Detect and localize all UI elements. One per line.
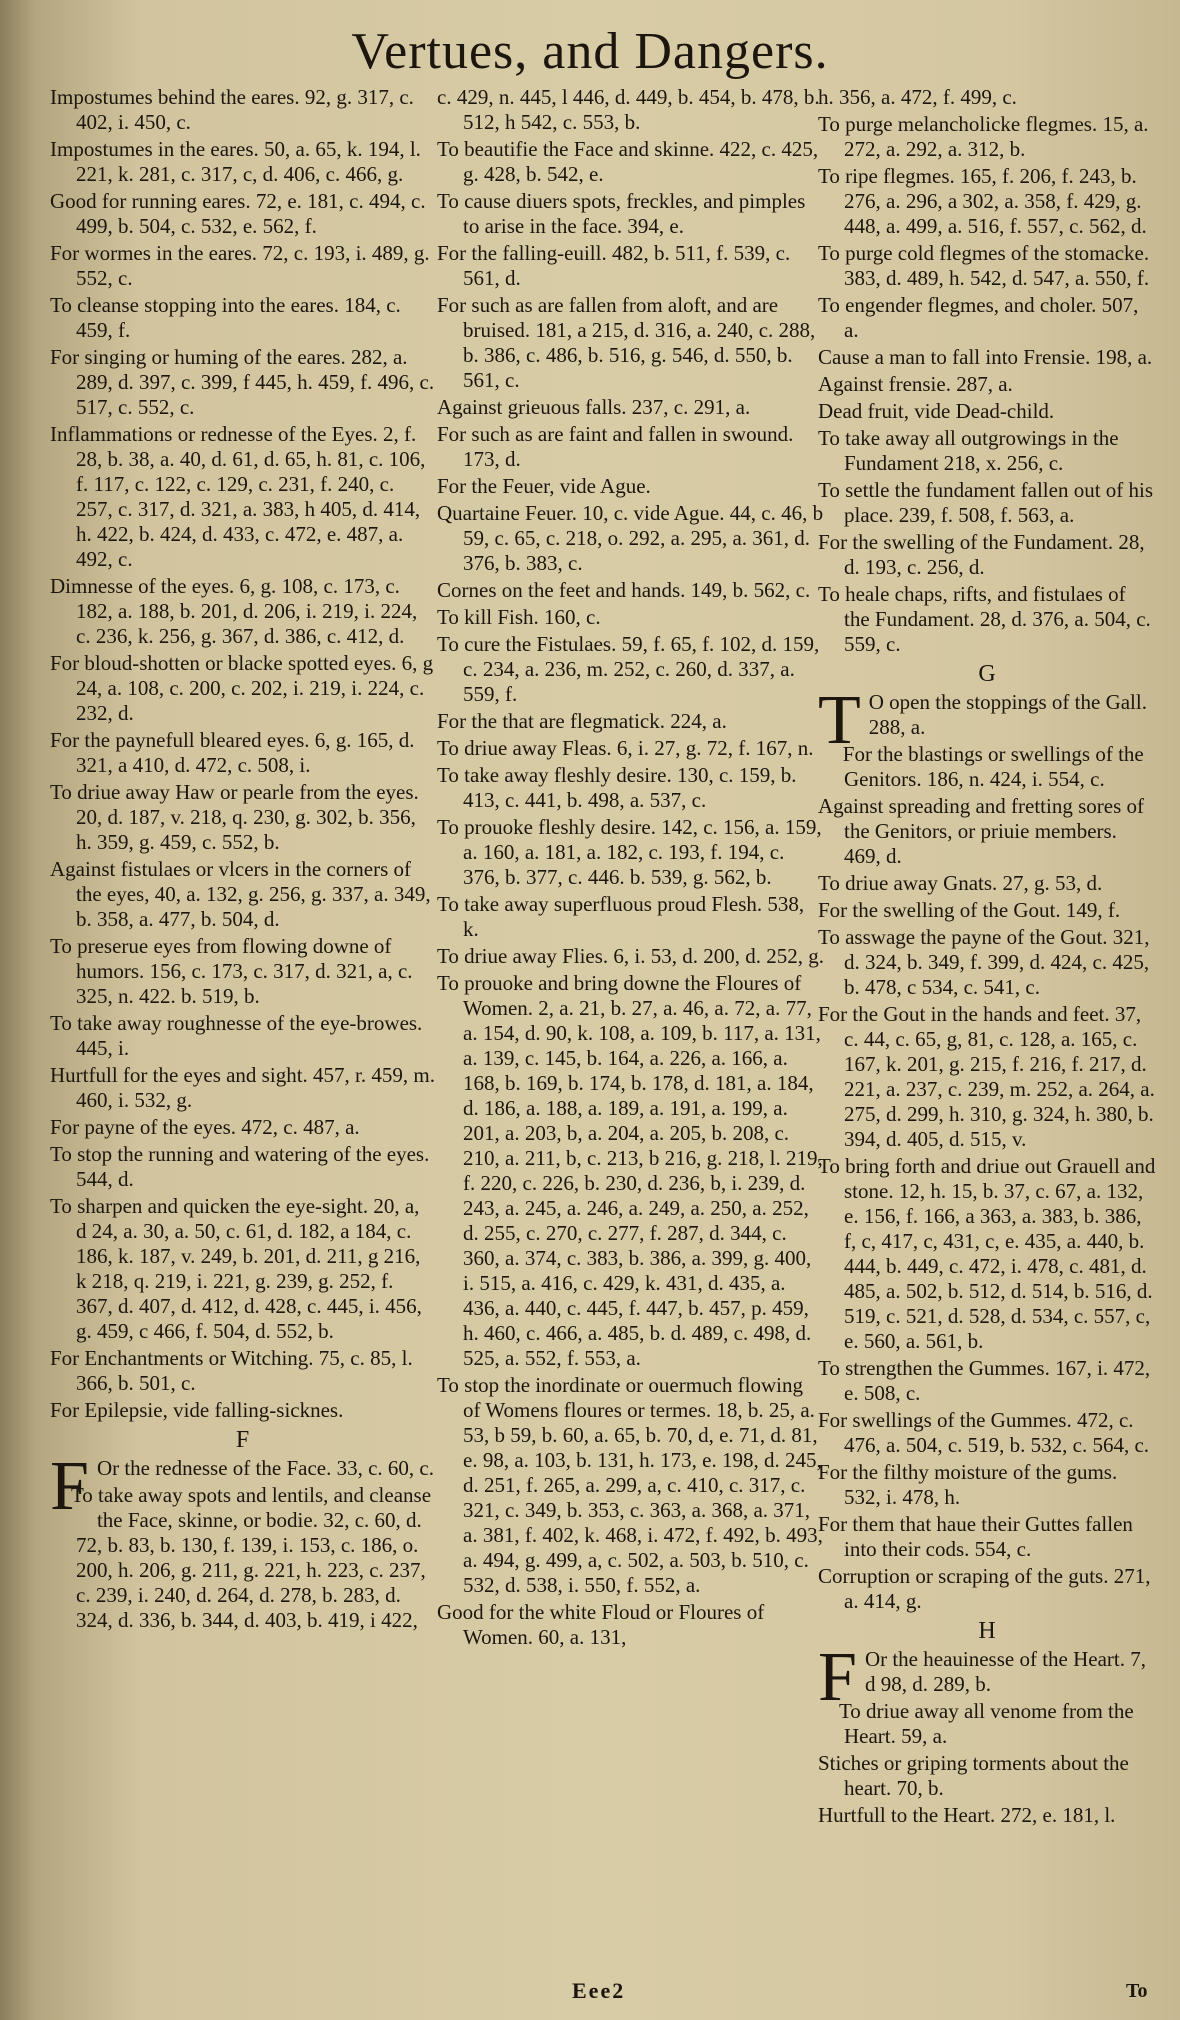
catchword: To (1126, 1980, 1148, 2002)
section-letter: F (235, 1427, 250, 1453)
index-entry: For the swelling of the Gout. 149, f. (818, 898, 1121, 922)
index-entry: For swellings of the Gummes. 472, c. 476, a. 504, c. 519, b. 532, c. 564, c. (818, 1408, 1150, 1457)
index-entry: To settle the fundament fallen out of his place. 239, f. 508, f. 563, a. (818, 478, 1154, 527)
index-entry: For them that haue their Guttes fallen into their cods. 554, c. (818, 1512, 1133, 1561)
index-entry: To purge melancholicke flegmes. 15, a. 272, a. 292, a. 312, b. (818, 112, 1149, 161)
index-entry: To bring forth and driue out Grauell and stone. 12, h. 15, b. 37, c. 67, a. 132, e. 156, f. 166, a 363, a. 383, b. 386, f, c, 417, c, 431, c, e. 435, a. 440, b. 444, b. 449, c. 472, i. 478, c. 481, d. 485, a. 502, b. 512, d. 514, b. 516, d. 519, c. 521, d. 528, d. 534, c. 557, c, e. 560, a. 561, b. (818, 1154, 1156, 1353)
index-entry-dropcap (50, 1448, 435, 1525)
index-entry: For such as are faint and fallen in swound. 173, d. (437, 422, 794, 471)
index-entry: To preserue eyes from flowing downe of humors. 156, c. 173, c. 317, d. 321, a, c. 325, n. 422. b. 519, b. (50, 934, 413, 1008)
index-entry: Inflammations or rednesse of the Eyes. 2, f. 28, b. 38, a. 40, d. 61, d. 65, h. 81, c. 106, f. 117, c. 122, c. 129, c. 231, f. 240, c. 257, c. 317, d. 321, a. 383, h 405, d. 414, h. 422, b. 424, d. 433, c. 472, e. 487, a. 492, c. (50, 422, 426, 571)
index-entry: To stop the inordinate or ouermuch flowing of Womens floures or termes. 18, b. 25, a. 53, b 59, b. 60, a. 65, b. 70, d, e. 71, d. 81, e. 98, a. 103, b. 131, h. 173, e. 198, d. 245, d. 251, f. 265, a. 299, a, c. 410, c. 317, c. 321, c. 349, b. 353, c. 363, a. 368, a. 371, a. 381, f. 402, k. 468, i. 472, f. 492, b. 493, a. 494, g. 499, a, c. 502, a. 503, b. 510, c. 532, d. 538, i. 550, f. 552, a. (437, 1373, 823, 1597)
index-entry: To take away fleshly desire. 130, c. 159, b. 413, c. 441, b. 498, a. 537, c. (437, 763, 797, 812)
index-entry: Against fistulaes or vlcers in the corners of the eyes, 40, a. 132, g. 256, g. 337, a. 349, b. 358, a. 477, b. 504, d. (50, 857, 431, 931)
entry-text: Or the rednesse of the Face. 33, c. 60, c. (96, 1456, 434, 1480)
signature-mark: Eee2 (572, 1978, 626, 2003)
index-entry: For such as are fallen from aloft, and are bruised. 181, a 215, d. 316, a. 240, c. 288, b. 386, c. 486, b. 516, g. 546, d. 550, b. 561, c. (437, 293, 816, 392)
entry-text: Or the heauinesse of the Heart. 7, d 98, d. 289, b. (864, 1647, 1146, 1696)
index-entry: For the Gout in the hands and feet. 37, c. 44, c. 65, g, 81, c. 128, a. 165, c. 167, k. 201, g. 215, f. 216, f. 217, d. 221, a. 237, c. 239, m. 252, a. 264, a. 275, d. 299, h. 310, g. 324, h. 380, b. 394, d. 405, d. 515, v. (818, 1002, 1155, 1151)
index-entry: To heale chaps, rifts, and fistulaes of the Fundament. 28, d. 376, a. 504, c. 559, c. (818, 582, 1151, 656)
index-entry: To engender flegmes, and choler. 507, a. (818, 293, 1139, 342)
index-entry: Cornes on the feet and hands. 149, b. 562, c. (437, 578, 811, 602)
index-entry: To asswage the payne of the Gout. 321, d. 324, b. 349, f. 399, d. 424, c. 425, b. 478, c 534, c. 541, c. (818, 925, 1150, 999)
index-entry: Corruption or scraping of the guts. 271, a. 414, g. (818, 1564, 1151, 1613)
index-entry: Dimnesse of the eyes. 6, g. 108, c. 173, c. 182, a. 188, b. 201, d. 206, i. 219, i. 224, c. 236, k. 256, g. 367, d. 386, c. 412, d. (50, 574, 418, 648)
index-entry: For bloud-shotten or blacke spotted eyes. 6, g 24, a. 108, c. 200, c. 202, i. 219, i. 224, c. 232, d. (50, 651, 434, 725)
index-entry: Dead fruit, vide Dead-child. (818, 399, 1055, 423)
index-entry: To take away roughnesse of the eye-browes. 445, i. (50, 1011, 423, 1060)
index-column-2 (437, 85, 824, 1652)
index-entry: For the swelling of the Fundament. 28, d. 193, c. 256, d. (818, 530, 1145, 579)
index-entry: To cause diuers spots, freckles, and pimples to arise in the face. 394, e. (437, 189, 806, 238)
index-entry: c. 429, n. 445, l 446, d. 449, b. 454, b. 478, b. 512, h 542, c. 553, b. (437, 85, 820, 134)
index-entry: To take away all outgrowings in the Fundament 218, x. 256, c. (818, 426, 1119, 475)
section-letter: H (978, 1618, 996, 1644)
index-entry: To kill Fish. 160, c. (437, 605, 601, 629)
index-entry-dropcap (818, 682, 1156, 759)
drop-cap-letter: F (818, 1639, 857, 1716)
section-letter: G (978, 661, 996, 687)
index-entry: To driue away Gnats. 27, g. 53, d. (818, 871, 1103, 895)
index-entry: Against frensie. 287, a. (818, 372, 1013, 396)
index-entry: To cure the Fistulaes. 59, f. 65, f. 102, d. 159, c. 234, a. 236, m. 252, c. 260, d. 337, a. 559, f. (437, 632, 820, 706)
index-entry: For singing or huming of the eares. 282, a. 289, d. 397, c. 399, f 445, h. 459, f. 496, c. 517, c. 552, c. (50, 345, 435, 419)
index-entry: For the paynefull bleared eyes. 6, g. 165, d. 321, a 410, d. 472, c. 508, i. (50, 728, 415, 777)
index-entry: Quartaine Feuer. 10, c. vide Ague. 44, c. 46, b 59, c. 65, c. 218, o. 292, a. 295, a. 361, d. 376, b. 383, c. (437, 501, 824, 575)
drop-cap-letter: F (50, 1448, 89, 1525)
index-entry: For the blastings or swellings of the Genitors. 186, n. 424, i. 554, c. (842, 742, 1144, 791)
index-entry: To take away superfluous proud Flesh. 538, k. (437, 892, 805, 941)
index-entry: For the falling-euill. 482, b. 511, f. 539, c. 561, d. (437, 241, 791, 290)
index-entry: To strengthen the Gummes. 167, i. 472, e. 508, c. (818, 1356, 1151, 1405)
index-entry: To stop the running and watering of the eyes. 544, d. (50, 1142, 430, 1191)
index-entry: To driue away all venome from the Heart. 59, a. (838, 1699, 1134, 1748)
index-entry: To cleanse stopping into the eares. 184, c. 459, f. (50, 293, 401, 342)
index-entry: Impostumes behind the eares. 92, g. 317, c. 402, i. 450, c. (50, 85, 414, 134)
index-entry: For wormes in the eares. 72, c. 193, i. 489, g. 552, c. (50, 241, 430, 290)
index-entry: To prouoke fleshly desire. 142, c. 156, a. 159, a. 160, a. 181, a. 182, c. 193, f. 194, c. 376, b. 377, c. 446. b. 539, g. 562, b. (437, 815, 822, 889)
index-entry: To prouoke and bring downe the Floures of Women. 2, a. 21, b. 27, a. 46, a. 72, a. 77, a. 154, d. 90, k. 108, a. 109, b. 117, a. 131, a. 139, c. 145, b. 164, a. 226, a. 166, a. 168, b. 169, b. 174, b. 178, d. 181, a. 184, d. 186, a. 188, a. 189, a. 191, a. 199, a. 201, a. 203, b, a. 204, a. 205, b. 208, c. 210, a. 211, b, c. 213, b 216, g. 218, l. 219, f. 220, c. 226, b. 230, d. 236, b, i. 239, d. 243, a. 245, a. 246, a. 249, a. 250, a. 252, d. 255, c. 270, c. 277, f. 287, d. 344, c. 360, a. 374, c. 383, b. 386, a. 399, g. 400, i. 515, a. 416, c. 429, k. 431, d. 435, a. 436, a. 440, c. 445, f. 447, b. 457, p. 459, h. 460, c. 466, a. 485, b. d. 489, c. 498, d. 525, a. 552, f. 553, a. (437, 971, 823, 1370)
index-entry: To sharpen and quicken the eye-sight. 20, a, d 24, a. 30, a. 50, c. 61, d. 182, a 184, c. 186, k. 187, v. 249, b. 201, d. 211, g 216, k 218, q. 219, i. 221, g. 239, g. 252, f. 367, d. 407, d. 412, d. 428, c. 445, i. 456, g. 459, c 466, f. 504, d. 552, b. (50, 1194, 422, 1343)
index-entry: For the filthy moisture of the gums. 532, i. 478, h. (818, 1460, 1118, 1509)
index-entry: Good for the white Floud or Floures of Women. 60, a. 131, (437, 1600, 765, 1649)
page-title: Vertues, and Dangers. (351, 23, 829, 80)
index-entry: Hurtfull for the eyes and sight. 457, r. 459, m. 460, i. 532, g. (50, 1063, 435, 1112)
index-entry: h. 356, a. 472, f. 499, c. (818, 85, 1017, 109)
index-entry: For Enchantments or Witching. 75, c. 85, l. 366, b. 501, c. (50, 1346, 413, 1395)
index-entry: Cause a man to fall into Frensie. 198, a. (818, 345, 1153, 369)
index-entry: To driue away Haw or pearle from the eyes. 20, d. 187, v. 218, q. 230, g. 302, b. 356, h. 359, g. 459, c. 552, b. (50, 780, 419, 854)
index-entry: Impostumes in the eares. 50, a. 65, k. 194, l. 221, k. 281, c. 317, c, d. 406, c. 466, g. (50, 137, 421, 186)
index-entry: To driue away Flies. 6, i. 53, d. 200, d. 252, g. (437, 944, 824, 968)
index-entry: For the Feuer, vide Ague. (437, 474, 651, 498)
index-entry: To beautifie the Face and skinne. 422, c. 425, g. 428, b. 542, e. (437, 137, 819, 186)
index-entry: For Epilepsie, vide falling-sicknes. (50, 1398, 344, 1422)
index-entry: To ripe flegmes. 165, f. 206, f. 243, b. 276, a. 296, a 302, a. 358, f. 429, g. 448, a. 499, a. 516, f. 557, c. 562, d. (818, 164, 1147, 238)
index-entry: Against spreading and fretting sores of the Genitors, or priuie members. 469, d. (818, 794, 1145, 868)
index-entry: To driue away Fleas. 6, i. 27, g. 72, f. 167, n. (437, 736, 814, 760)
index-entry: Stiches or griping torments about the heart. 70, b. (818, 1751, 1129, 1800)
drop-cap-letter: T (818, 682, 861, 759)
index-entry: For the that are flegmatick. 224, a. (437, 709, 727, 733)
index-entry: To take away spots and lentils, and cleanse the Face, skinne, or bodie. 32, c. 60, d. 72, b. 83, b. 130, f. 139, i. 153, c. 186, o. 200, h. 206, g. 211, g. 221, h. 223, c. 237, c. 239, i. 240, d. 264, d. 278, b. 283, d. 324, d. 336, b. 344, d. 403, b. 419, i 422, (70, 1483, 432, 1632)
index-column-1 (50, 85, 435, 1635)
index-entry: Good for running eares. 72, e. 181, c. 494, c. 499, b. 504, c. 532, e. 562, f. (50, 189, 426, 238)
index-entry-dropcap (818, 1639, 1156, 1716)
index-entry: To purge cold flegmes of the stomacke. 383, d. 489, h. 542, d. 547, a. 550, f. (818, 241, 1150, 290)
index-entry: Against grieuous falls. 237, c. 291, a. (437, 395, 751, 419)
index-column-3 (818, 85, 1156, 1830)
index-entry: For payne of the eyes. 472, c. 487, a. (50, 1115, 360, 1139)
entry-text: O open the stoppings of the Gall. 288, a. (868, 690, 1147, 739)
index-entry: Hurtfull to the Heart. 272, e. 181, l. (818, 1803, 1116, 1827)
